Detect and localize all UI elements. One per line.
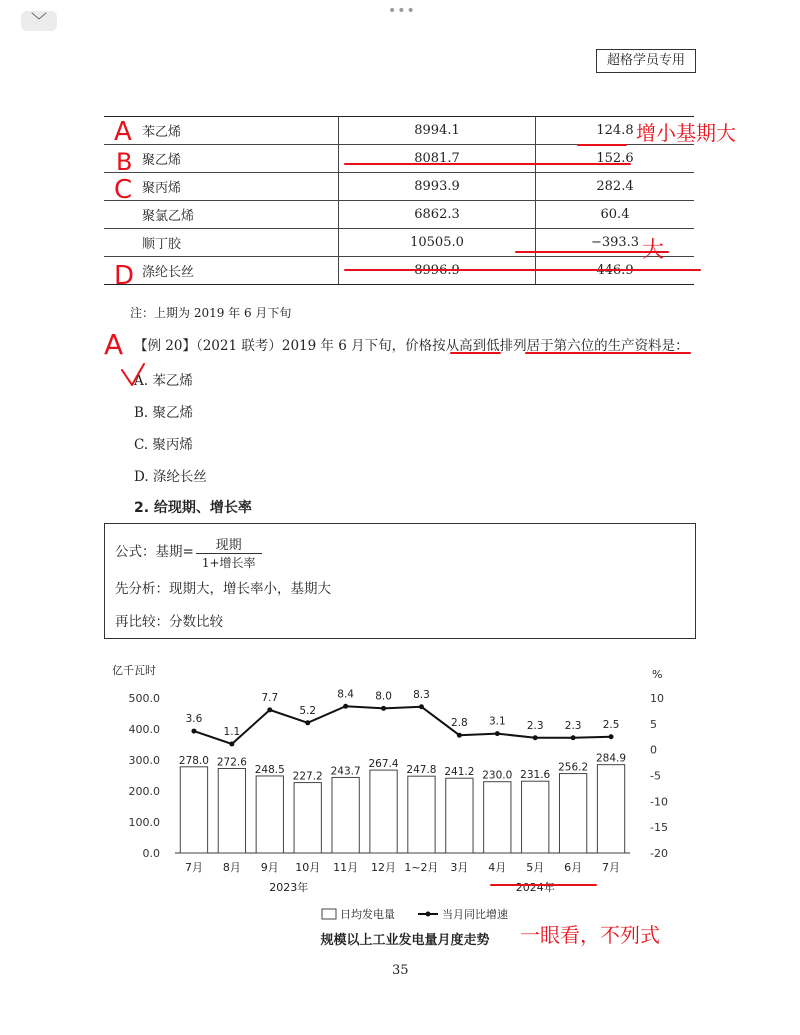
y-tick-left: 500.0 [128,692,160,705]
bar-value-label: 247.8 [406,764,437,777]
row-change: 152.6 [536,145,695,173]
legend-bar-label: 日均发电量 [340,908,395,921]
line-point [533,735,538,740]
formula-numerator: 现期 [196,534,262,554]
x-tick-label: 10月 [295,861,321,874]
x-tick-label: 1~2月 [404,861,439,874]
chart-bar [294,783,321,853]
legend-line-label: 当月同比增速 [442,908,508,921]
y-tick-right: -15 [650,821,668,835]
y-tick-right: -10 [650,795,668,809]
chart-bar [484,782,511,853]
line-value-label: 8.0 [375,690,392,703]
option-d: D. 涤纶长丝 [134,469,207,485]
line-point [495,731,500,736]
hw-note: 一眼看，不列式 [520,923,660,947]
row-current: 8996.9 [339,257,536,285]
y-tick-left: 400.0 [128,723,160,736]
line-point [457,733,462,738]
y-tick-right: 5 [650,717,657,731]
line-value-label: 2.8 [451,717,468,730]
row-change: 446.9 [536,257,695,285]
y-tick-right: -5 [650,769,661,783]
x-tick-label: 7月 [184,861,203,874]
formula-fraction [196,534,262,571]
row-change: 124.8 [536,117,695,145]
section-title: 2. 给现期、增长率 [134,500,252,516]
bar-value-label: 241.2 [444,766,475,779]
formula-prefix: 公式：基期= [115,544,194,560]
option-c: C. 聚丙烯 [134,437,193,453]
bar-value-label: 284.9 [596,752,627,765]
chevron-down-icon[interactable]: ﹀ [21,11,57,31]
line-point [305,720,310,725]
line-point [229,741,234,746]
page-number: 35 [392,963,409,978]
line-value-label: 3.1 [488,715,506,728]
bar-value-label: 272.6 [216,756,247,769]
line-value-label: 2.3 [564,719,582,732]
x-tick-label: 12月 [371,861,397,874]
row-name: 聚丙烯 [104,173,339,201]
x-tick-label: 3月 [450,861,469,874]
line-point [343,704,348,709]
table-row [104,257,694,285]
row-current: 6862.3 [339,201,536,229]
x-tick-label: 7月 [602,861,621,874]
legend-bar-swatch [322,909,336,919]
chart-bar [597,765,624,853]
hw-note: 大 [642,238,665,263]
y-tick-left: 300.0 [128,754,160,767]
line-value-label: 8.3 [413,688,430,701]
line-value-label: 2.5 [602,718,620,731]
table-row [104,229,694,257]
power-chart [100,660,700,960]
legend-line-marker [426,912,431,917]
hw-letter: A [114,117,132,147]
line-point [381,706,386,711]
chart-bar [559,774,586,853]
chart-bar [446,778,473,853]
x-tick-label: 6月 [564,861,583,874]
table-row [104,145,694,173]
chart-bar [522,781,549,853]
table-row [104,173,694,201]
formula-compare: 再比较：分数比较 [115,614,223,630]
row-current: 10505.0 [339,229,536,257]
member-badge: 超格学员专用 [596,49,696,73]
y-tick-right: -20 [650,847,668,860]
year-label: 2024年 [515,881,555,894]
x-tick-label: 5月 [526,861,545,874]
growth-line [194,706,611,744]
y-tick-right: 0 [650,743,657,757]
row-name: 聚氯乙烯 [104,201,339,229]
line-value-label: 5.2 [299,704,317,717]
y-tick-left: 0.0 [142,847,160,860]
more-icon[interactable]: ••• [388,3,416,19]
x-tick-label: 9月 [260,861,279,874]
bar-value-label: 278.0 [178,754,209,767]
bar-value-label: 248.5 [254,763,285,776]
formula-denominator: 1+增长率 [201,556,256,570]
bar-value-label: 243.7 [330,765,361,778]
table-row [104,201,694,229]
chart-bar [332,777,359,853]
y-tick-right: 10 [650,692,664,705]
formula-analysis: 先分析：现期大，增长率小，基期大 [115,581,331,597]
line-point [419,704,424,709]
hw-note: 增小基期大 [636,121,736,145]
chart-svg [100,660,700,960]
row-current: 8993.9 [339,173,536,201]
line-value-label: 7.7 [261,691,279,704]
table-note: 注：上期为 2019 年 6 月下旬 [130,306,292,320]
hw-letter: D [114,261,135,291]
price-table [104,116,694,285]
line-point [609,734,614,739]
line-value-label: 8.4 [337,688,354,701]
table-row [104,117,694,145]
chart-bar [180,767,207,853]
hw-letter: A [104,328,124,361]
formula-line [115,534,262,571]
question-stem: 【例 20】（2021 联考）2019 年 6 月下旬，价格按从高到低排列居于第六位的生产资料是： [134,338,689,354]
chart-bar [218,768,245,853]
bar-value-label: 256.2 [558,761,589,774]
row-name: 顺丁胶 [104,229,339,257]
row-name: 聚乙烯 [104,145,339,173]
year-label: 2023年 [269,881,309,894]
hw-letter: C [114,175,133,205]
line-value-label: 2.3 [526,719,544,732]
chart-bar [370,770,397,853]
formula-box [104,523,696,639]
bar-value-label: 231.6 [520,769,551,782]
row-name: 苯乙烯 [104,117,339,145]
y-axis-left-title: 亿千瓦时 [112,664,156,677]
row-current: 8081.7 [339,145,536,173]
hw-letter: B [116,148,133,176]
row-change: −393.3 [536,229,695,257]
line-point [191,729,196,734]
chart-bar [408,776,435,853]
chart-bar [256,776,283,853]
line-value-label: 1.1 [223,725,241,738]
option-b: B. 聚乙烯 [134,405,194,421]
bar-value-label: 230.0 [482,769,513,782]
bar-value-label: 227.2 [292,770,323,783]
bar-value-label: 267.4 [368,758,399,771]
y-tick-left: 200.0 [128,785,160,798]
row-name: 涤纶长丝 [104,257,339,285]
option-a: A. 苯乙烯 [134,373,193,389]
row-change: 282.4 [536,173,695,201]
y-tick-left: 100.0 [128,816,160,829]
chart-title: 规模以上工业发电量月度走势 [320,933,490,948]
x-tick-label: 11月 [333,861,359,874]
line-point [267,707,272,712]
row-current: 8994.1 [339,117,536,145]
x-tick-label: 8月 [222,861,241,874]
y-axis-right-title: % [652,668,663,681]
line-point [571,735,576,740]
line-value-label: 3.6 [185,713,203,726]
x-tick-label: 4月 [488,861,507,874]
row-change: 60.4 [536,201,695,229]
